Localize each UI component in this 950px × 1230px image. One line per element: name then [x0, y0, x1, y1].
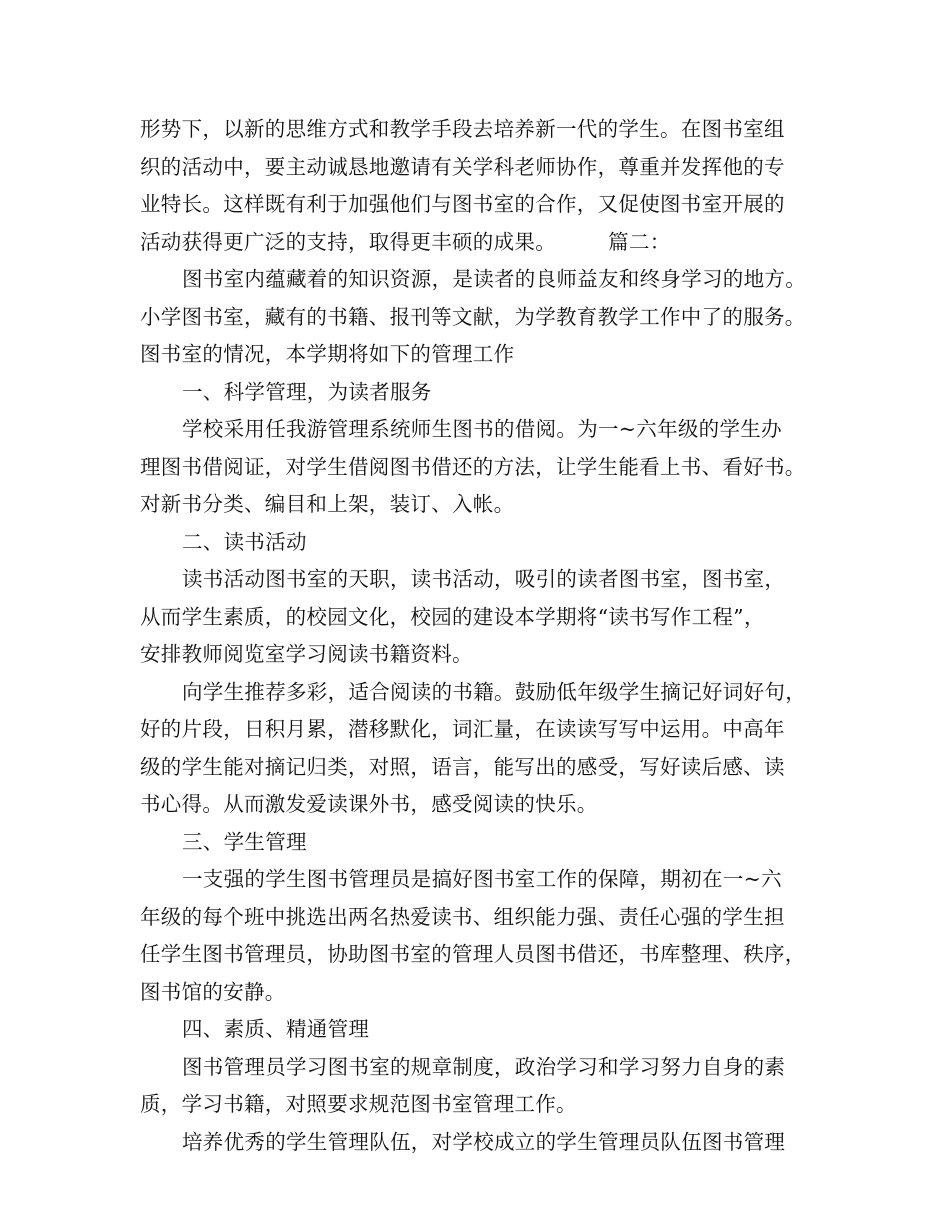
text-line: 图书馆的安静。 — [140, 980, 286, 1004]
text-line: 理图书借阅证，对学生借阅图书借还的方法，让学生能看上书、看好书。 — [140, 455, 806, 479]
paragraph-start-line: 图书管理员学习图书室的规章制度，政治学习和学习努力自身的素 — [182, 1055, 786, 1079]
text-line: 质，学习书籍，对照要求规范图书室管理工作。 — [140, 1092, 577, 1116]
section-heading: 一、科学管理，为读者服务 — [182, 380, 432, 404]
section-heading: 二、读书活动 — [182, 530, 307, 554]
text-line: 任学生图书管理员，协助图书室的管理人员图书借还，书库整理、秩序， — [140, 942, 806, 966]
text-line: 小学图书室，藏有的书籍、报刊等文献，为学教育教学工作中了的服务。 — [140, 305, 806, 329]
text-line: 业特长。这样既有利于加强他们与图书室的合作，又促使图书室开展的 — [140, 192, 785, 216]
paragraph-start-line: 学校采用任我游管理系统师生图书的借阅。为一~六年级的学生办 — [182, 417, 782, 441]
paragraph-start-line: 读书活动图书室的天职，读书活动，吸引的读者图书室，图书室， — [182, 567, 786, 591]
section-heading: 四、素质、精通管理 — [182, 1017, 370, 1041]
paragraph-start-line: 向学生推荐多彩，适合阅读的书籍。鼓励低年级学生摘记好词好句， — [182, 680, 806, 704]
paragraph-start-line: 图书室内蕴藏着的知识资源，是读者的良师益友和终身学习的地方。 — [182, 267, 806, 291]
text-line: 安排教师阅览室学习阅读书籍资料。 — [140, 642, 473, 666]
paragraph-start-line: 培养优秀的学生管理队伍，对学校成立的学生管理员队伍图书管理 — [182, 1130, 786, 1154]
section-heading: 三、学生管理 — [182, 830, 307, 854]
text-line: 从而学生素质，的校园文化，校园的建设本学期将“读书写作工程”， — [140, 605, 765, 629]
text-line: 形势下，以新的思维方式和教学手段去培养新一代的学生。在图书室组 — [140, 117, 785, 141]
text-line: 织的活动中，要主动诚恳地邀请有关学科老师协作，尊重并发挥他的专 — [140, 155, 785, 179]
text-line: 活动获得更广泛的支持，取得更丰硕的成果。 篇二： — [140, 230, 671, 254]
text-line: 图书室的情况，本学期将如下的管理工作 — [140, 342, 515, 366]
text-line: 对新书分类、编目和上架，装订、入帐。 — [140, 492, 515, 516]
text-line: 年级的每个班中挑选出两名热爱读书、组织能力强、责任心强的学生担 — [140, 905, 785, 929]
text-line: 级的学生能对摘记归类，对照，语言，能写出的感受，写好读后感、读 — [140, 755, 785, 779]
text-line: 好的片段，日积月累，潜移默化，词汇量，在读读写写中运用。中高年 — [140, 717, 785, 741]
paragraph-start-line: 一支强的学生图书管理员是搞好图书室工作的保障，期初在一~六 — [182, 867, 782, 891]
text-line: 书心得。从而激发爱读课外书，感受阅读的快乐。 — [140, 792, 598, 816]
